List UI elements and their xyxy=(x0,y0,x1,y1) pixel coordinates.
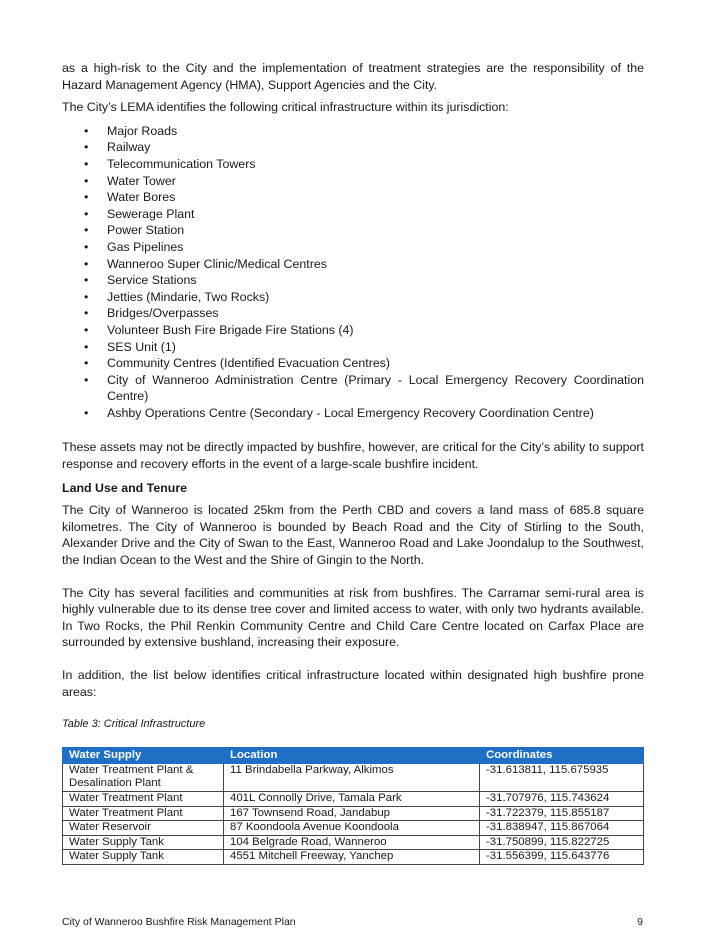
table-cell: 104 Belgrade Road, Wanneroo xyxy=(224,835,480,850)
table-cell: -31.750899, 115.822725 xyxy=(480,835,644,850)
list-item: • Jetties (Mindarie, Two Rocks) xyxy=(62,289,644,306)
table-cell: -31.613811, 115.675935 xyxy=(480,763,644,791)
table-row xyxy=(63,850,644,865)
list-item: • Wanneroo Super Clinic/Medical Centres xyxy=(62,256,644,273)
table-cell: Water Treatment Plant & Desalination Plant xyxy=(63,763,224,791)
list-item: • Major Roads xyxy=(62,123,644,140)
list-item: • Water Tower xyxy=(62,173,644,190)
table-cell: 401L Connolly Drive, Tamala Park xyxy=(224,791,480,806)
addition-paragraph: In addition, the list below identifies critical infrastructure located within designated high bushfire prone areas: xyxy=(62,668,644,699)
list-item: • Power Station xyxy=(62,222,644,239)
facilities-paragraph: The City has several facilities and communities at risk from bushfires. The Carramar semi-rural area is highly vulnerable due to its dense tree cover and limited access to water, with only two hydrants available. In Two Rocks, the Phil Renkin Community Centre and Child Care Centre located on Carfax Place are surrounded by extensive bushland, increasing their exposure. xyxy=(62,585,644,650)
table-cell: -31.707976, 115.743624 xyxy=(480,791,644,806)
table-cell: 11 Brindabella Parkway, Alkimos xyxy=(224,763,480,791)
table-cell: -31.722379, 115.855187 xyxy=(480,806,644,821)
land-use-heading: Land Use and Tenure xyxy=(62,480,188,495)
list-item: • Water Bores xyxy=(62,189,644,206)
list-item: • Telecommunication Towers xyxy=(62,156,644,173)
table-cell: 167 Townsend Road, Jandabup xyxy=(224,806,480,821)
list-item: • Community Centres (Identified Evacuation Centres) xyxy=(62,355,644,372)
table-cell: 87 Koondoola Avenue Koondoola xyxy=(224,821,480,836)
table-cell: -31.556399, 115.643776 xyxy=(480,850,644,865)
document-body xyxy=(62,60,644,865)
footer-title: City of Wanneroo Bushfire Risk Management Plan xyxy=(62,916,296,928)
list-item: • Railway xyxy=(62,139,644,156)
table-cell: Water Reservoir xyxy=(63,821,224,836)
assets-paragraph: These assets may not be directly impacted by bushfire, however, are critical for the City’s ability to support response and recovery efforts in the event of a large-scale bushfire incident. xyxy=(62,440,644,472)
table-cell: Water Supply Tank xyxy=(63,850,224,865)
table-row xyxy=(63,806,644,821)
list-item: • Gas Pipelines xyxy=(62,239,644,256)
list-item: • SES Unit (1) xyxy=(62,339,644,356)
table-row xyxy=(63,835,644,850)
list-item: • Service Stations xyxy=(62,272,644,289)
lema-paragraph: The City’s LEMA identifies the following critical infrastructure within its jurisdiction: xyxy=(62,100,509,115)
header-water-supply: Water Supply xyxy=(63,747,224,763)
table-caption: Table 3: Critical Infrastructure xyxy=(62,718,206,731)
page-footer xyxy=(62,916,643,928)
table-row xyxy=(63,821,644,836)
critical-infrastructure-table xyxy=(62,747,644,865)
table-cell: 4551 Mitchell Freeway, Yanchep xyxy=(224,850,480,865)
header-location: Location xyxy=(224,747,480,763)
infrastructure-list xyxy=(62,123,644,422)
list-item: • Ashby Operations Centre (Secondary - Local Emergency Recovery Coordination Centre) xyxy=(62,405,644,422)
header-coordinates: Coordinates xyxy=(480,747,644,763)
table-cell: Water Treatment Plant xyxy=(63,791,224,806)
table-cell: Water Supply Tank xyxy=(63,835,224,850)
intro-paragraph: as a high-risk to the City and the implementation of treatment strategies are the responsibility of the Hazard Management Agency (HMA), Support Agencies and the City. xyxy=(62,61,644,92)
list-item: • Volunteer Bush Fire Brigade Fire Stations (4) xyxy=(62,322,644,339)
table-row xyxy=(63,763,644,791)
table-cell: Water Treatment Plant xyxy=(63,806,224,821)
list-item: • City of Wanneroo Administration Centre (Primary - Local Emergency Recovery Coordination Centre) xyxy=(62,372,644,405)
table-header-row xyxy=(63,747,644,763)
page-number: 9 xyxy=(637,916,643,928)
location-paragraph: The City of Wanneroo is located 25km from the Perth CBD and covers a land mass of 685.8 square kilometres. The City of Wanneroo is bounded by Beach Road and the City of Stirling to the South, Alexander Drive and the City of Swan to the East, Wanneroo Road and Lake Joondalup to the Southwest, the Indian Ocean to the West and the Shire of Gingin to the North. xyxy=(62,503,644,568)
list-item: • Sewerage Plant xyxy=(62,206,644,223)
list-item: • Bridges/Overpasses xyxy=(62,305,644,322)
table-cell: -31.838947, 115.867064 xyxy=(480,821,644,836)
table-row xyxy=(63,791,644,806)
